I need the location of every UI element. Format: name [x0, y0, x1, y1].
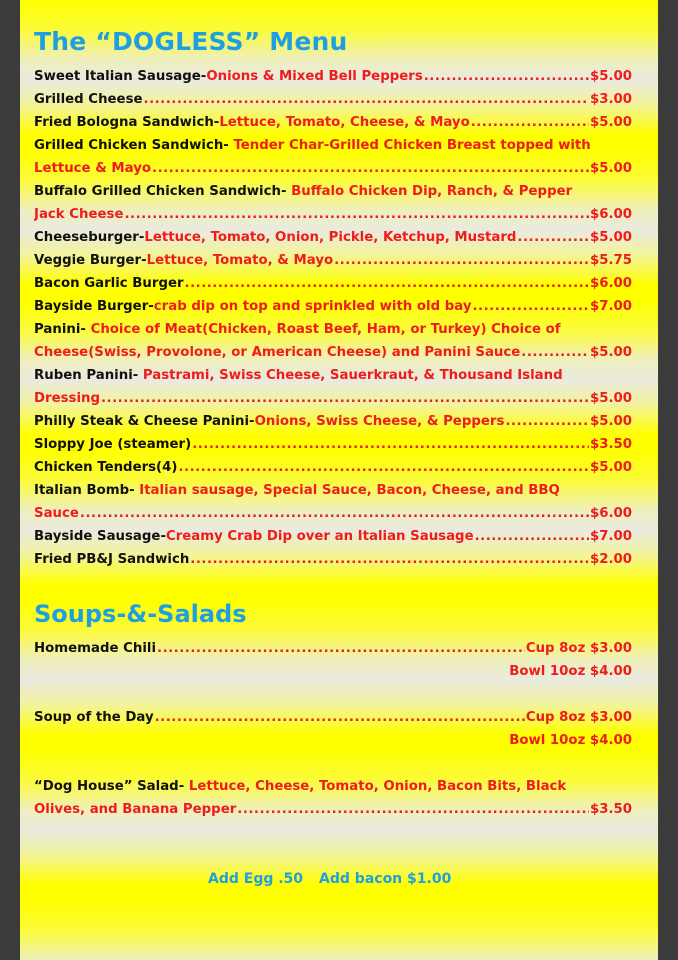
leader-dots — [471, 111, 589, 134]
list-item-continued — [34, 157, 632, 180]
item-description: Dressing — [34, 391, 100, 406]
item-price: $5.75 — [589, 253, 632, 268]
soups-salads-list — [34, 637, 632, 821]
leader-dots — [124, 203, 588, 226]
leader-dots — [80, 502, 589, 525]
item-name: Soup of the Day — [34, 710, 154, 725]
item-name: Cheeseburger- — [34, 230, 145, 245]
item-description: Lettuce & Mayo — [34, 161, 152, 176]
item-description: Creamy Crab Dip over an Italian Sausage — [165, 529, 474, 544]
item-name: Fried PB&J Sandwich — [34, 552, 190, 567]
item-name: Homemade Chili — [34, 641, 157, 656]
item-name: Italian Bomb- — [34, 483, 135, 498]
leader-dots — [144, 88, 589, 111]
left-border — [0, 0, 20, 960]
item-name: Fried Bologna Sandwich- — [34, 115, 220, 130]
item-price: $3.50 — [589, 437, 632, 452]
menu-page — [20, 0, 658, 960]
list-item — [34, 134, 632, 157]
item-description: Pastrami, Swiss Cheese, Sauerkraut, & Thousand Island — [138, 368, 563, 383]
item-price: $5.00 — [589, 460, 632, 475]
list-item — [34, 226, 632, 249]
item-price: $3.00 — [589, 92, 632, 107]
item-price: $2.00 — [589, 552, 632, 567]
list-item — [34, 318, 632, 341]
add-bacon: Add bacon $1.00 — [319, 871, 452, 887]
list-item — [34, 433, 632, 456]
item-price: $5.00 — [589, 230, 632, 245]
leader-dots — [185, 272, 589, 295]
item-name: Sloppy Joe (steamer) — [34, 437, 192, 452]
list-item — [34, 637, 632, 660]
list-item — [34, 111, 632, 134]
item-description: crab dip on top and sprinkled with old bay — [153, 299, 472, 314]
item-description: Jack Cheese — [34, 207, 124, 222]
leader-dots — [190, 548, 589, 571]
item-description: Lettuce, Cheese, Tomato, Onion, Bacon Bits, Black — [184, 779, 567, 794]
item-price: $5.00 — [589, 161, 632, 176]
list-item — [34, 249, 632, 272]
list-item — [34, 88, 632, 111]
item-name: Veggie Burger- — [34, 253, 147, 268]
leader-dots — [101, 387, 589, 410]
leader-dots — [155, 706, 525, 729]
item-price: $5.00 — [589, 414, 632, 429]
item-name: Panini- — [34, 322, 86, 337]
leader-dots — [505, 410, 589, 433]
item-price: $3.50 — [589, 802, 632, 817]
item-name: Grilled Cheese — [34, 92, 143, 107]
list-item-continued — [34, 341, 632, 364]
leader-dots — [517, 226, 589, 249]
leader-dots — [472, 295, 588, 318]
item-price: Cup 8oz $3.00 — [525, 710, 632, 725]
item-price: $5.00 — [589, 69, 632, 84]
item-description: Buffalo Chicken Dip, Ranch, & Pepper — [286, 184, 573, 199]
leader-dots — [237, 798, 589, 821]
item-description: Choice of Meat(Chicken, Roast Beef, Ham, or Turkey) Choice of — [85, 322, 561, 337]
list-item-continued — [34, 203, 632, 226]
item-price: $6.00 — [589, 506, 632, 521]
item-name: Buffalo Grilled Chicken Sandwich- — [34, 184, 287, 199]
item-price: Cup 8oz $3.00 — [525, 641, 632, 656]
list-item — [34, 525, 632, 548]
add-egg: Add Egg .50 — [208, 871, 304, 887]
item-description: Tender Char-Grilled Chicken Breast topped with — [228, 138, 591, 153]
leader-dots — [152, 157, 589, 180]
item-name: Chicken Tenders(4) — [34, 460, 178, 475]
item-description: Sauce — [34, 506, 79, 521]
item-price: $6.00 — [589, 276, 632, 291]
item-name: Philly Steak & Cheese Panini- — [34, 414, 255, 429]
dogless-menu-list — [34, 65, 632, 571]
list-item-continued — [34, 502, 632, 525]
item-name: Sweet Italian Sausage- — [34, 69, 207, 84]
list-item — [34, 65, 632, 88]
item-description: Olives, and Banana Pepper — [34, 802, 237, 817]
item-name: Bayside Sausage- — [34, 529, 166, 544]
item-name: Ruben Panini- — [34, 368, 139, 383]
list-item — [34, 548, 632, 571]
item-price: $5.00 — [589, 115, 632, 130]
item-description: Lettuce, Tomato, Cheese, & Mayo — [219, 115, 470, 130]
item-description: Onions, Swiss Cheese, & Peppers — [254, 414, 505, 429]
item-description: Onions & Mixed Bell Peppers — [206, 69, 423, 84]
item-price: $7.00 — [589, 299, 632, 314]
leader-dots — [157, 637, 525, 660]
list-item — [34, 272, 632, 295]
list-item — [34, 364, 632, 387]
list-item — [34, 479, 632, 502]
item-price-alt: Bowl 10oz $4.00 — [509, 664, 632, 679]
item-name: “Dog House” Salad- — [34, 779, 185, 794]
list-item — [34, 456, 632, 479]
list-item-continued — [34, 387, 632, 410]
item-description: Italian sausage, Special Sauce, Bacon, Cheese, and BBQ — [134, 483, 560, 498]
leader-dots — [424, 65, 589, 88]
item-price-alt: Bowl 10oz $4.00 — [509, 733, 632, 748]
item-price: $5.00 — [589, 345, 632, 360]
item-price: $7.00 — [589, 529, 632, 544]
leader-dots — [178, 456, 588, 479]
list-item — [34, 295, 632, 318]
leader-dots — [521, 341, 589, 364]
list-item — [34, 775, 632, 798]
item-name: Bacon Garlic Burger — [34, 276, 184, 291]
item-description: Cheese(Swiss, Provolone, or American Cheese) and Panini Sauce — [34, 345, 521, 360]
page-title: The “DOGLESS” Menu — [34, 27, 348, 56]
item-name: Bayside Burger- — [34, 299, 154, 314]
list-item — [34, 410, 632, 433]
list-item — [34, 180, 632, 203]
item-price: $6.00 — [589, 207, 632, 222]
list-item — [34, 706, 632, 729]
item-name: Grilled Chicken Sandwich- — [34, 138, 229, 153]
item-price: $5.00 — [589, 391, 632, 406]
right-border — [658, 0, 678, 960]
list-item-continued — [34, 798, 632, 821]
leader-dots — [334, 249, 589, 272]
leader-dots — [192, 433, 589, 456]
item-description: Lettuce, Tomato, Onion, Pickle, Ketchup, Mustard — [144, 230, 517, 245]
add-ons — [208, 871, 467, 887]
item-description: Lettuce, Tomato, & Mayo — [146, 253, 334, 268]
soups-salads-heading: Soups-&-Salads — [34, 600, 247, 628]
leader-dots — [475, 525, 589, 548]
